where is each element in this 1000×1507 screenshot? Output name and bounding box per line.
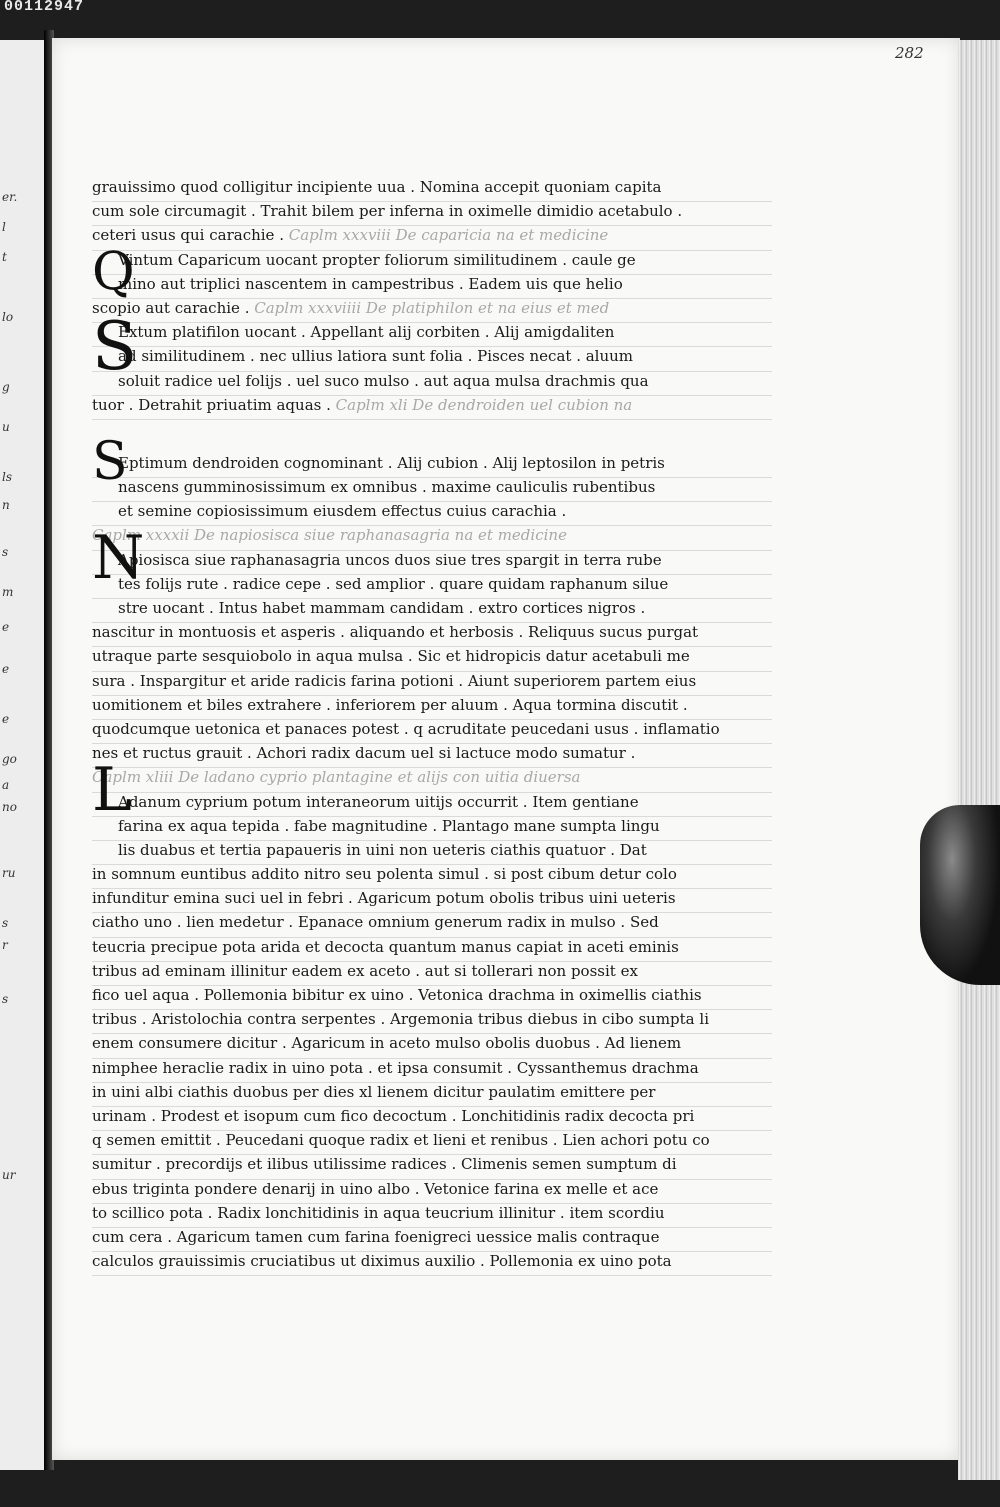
text-line: Apiosisca siue raphanasagria uncos duos siue tres spargit in terra rube [92,551,772,575]
text-line: nascitur in montuosis et asperis . aliquando et herbosis . Reliquus sucus purgat [92,623,772,647]
text-line [92,396,772,420]
text-line: Eptimum dendroiden cognominant . Alij cubion . Alij leptosilon in petris [92,454,772,478]
text-line: Adanum cyprium potum interaneorum uitijs occurrit . Item gentiane [92,793,772,817]
text-line: ebus triginta pondere denarij in uino albo . Vetonice farina ex melle et ace [92,1180,772,1204]
page-stack-edge [958,40,1000,1480]
left-page-edge [0,40,47,1470]
manuscript-text-block [92,178,772,1276]
margin-fragment: ru [2,866,16,880]
text-line: in uini albi ciathis duobus per dies xl lienem dicitur paulatim emittere per [92,1083,772,1107]
line-text: scopio aut carachie . [92,298,250,317]
text-line: quodcumque uetonica et panaces potest . q acruditate peucedani usus . inflamatio [92,720,772,744]
margin-fragment: l [2,220,6,234]
text-line [92,526,772,550]
text-line: urinam . Prodest et isopum cum fico decoctum . Lonchitidinis radix decocta pri [92,1107,772,1131]
text-line: in somnum euntibus addito nitro seu polenta simul . si post cibum detur colo [92,865,772,889]
initial-capital: N [92,523,145,593]
holding-thumb [920,805,1000,985]
margin-fragment: no [2,800,17,814]
text-line: nascens gumminosissimum ex omnibus . maxime cauliculis rubentibus [92,478,772,502]
text-line: soluit radice uel folijs . uel suco mulso . aut aqua mulsa drachmis qua [92,372,772,396]
line-text: ceteri usus qui carachie . [92,226,284,245]
initial-capital: L [92,755,132,825]
text-line: fico uel aqua . Pollemonia bibitur ex uino . Vetonica drachma in oximellis ciathis [92,986,772,1010]
margin-fragment: t [2,250,7,264]
margin-fragment: s [2,916,9,930]
margin-fragment: lo [2,310,14,324]
text-line: mino aut triplici nascentem in campestribus . Eadem uis que helio [92,275,772,299]
margin-fragment: r [2,938,8,952]
margin-fragment: s [2,992,9,1006]
text-line: cum cera . Agaricum tamen cum farina foenigreci uessice malis contraque [92,1228,772,1252]
text-line: calculos grauissimis cruciatibus ut diximus auxilio . Pollemonia ex uino pota [92,1252,772,1276]
text-line: ad similitudinem . nec ullius latiora sunt folia . Pisces necat . aluum [92,347,772,371]
margin-fragment: e [2,712,10,726]
text-line: q semen emittit . Peucedani quoque radix et lieni et renibus . Lien achori potu co [92,1131,772,1155]
text-line: enem consumere dicitur . Agaricum in aceto mulso obolis duobus . Ad lienem [92,1034,772,1058]
margin-fragment: u [2,420,10,434]
margin-fragment: g [2,380,10,394]
text-line: grauissimo quod colligitur incipiente uua . Nomina accepit quoniam capita [92,178,772,202]
text-line [92,299,772,323]
text-line: ciatho uno . lien medetur . Epanace omnium generum radix in mulso . Sed [92,913,772,937]
text-line: lis duabus et tertia papaueris in uini non ueteris ciathis quatuor . Dat [92,841,772,865]
text-line: Vintum Caparicum uocant propter foliorum similitudinem . caule ge [92,251,772,275]
text-line: farina ex aqua tepida . fabe magnitudine . Plantago mane sumpta lingu [92,817,772,841]
corner-label: 00112947 [0,0,154,14]
initial-capital: S [92,308,138,385]
text-line: tribus . Aristolochia contra serpentes . Argemonia tribus diebus in cibo sumpta li [92,1010,772,1034]
text-line [92,226,772,250]
rubric-heading: Caplm xxxviii De caparicia na et medicine [288,226,609,245]
text-line: stre uocant . Intus habet mammam candidam . extro cortices nigros . [92,599,772,623]
rubric-heading: Caplm xli De dendroiden uel cubion na [335,395,633,414]
margin-fragment: s [2,545,9,559]
text-line: cum sole circumagit . Trahit bilem per inferna in oximelle dimidio acetabulo . [92,202,772,226]
margin-fragment: ls [2,470,12,484]
text-line: nimphee heraclie radix in uino pota . et ipsa consumit . Cyssanthemus drachma [92,1059,772,1083]
line-text: tuor . Detrahit priuatim aquas . [92,395,331,414]
folio-number: 282 [895,44,924,62]
margin-fragment: e [2,620,10,634]
rubric-heading: Caplm xxxxii De napiosisca siue raphanasagria na et medicine [92,526,567,545]
text-line: infunditur emina suci uel in febri . Agaricum potum obolis tribus uini ueteris [92,889,772,913]
margin-fragment: e [2,662,10,676]
margin-fragment: n [2,498,10,512]
blank-line [92,420,772,454]
text-line: to scillico pota . Radix lonchitidinis in aqua teucrium illinitur . item scordiu [92,1204,772,1228]
initial-capital: Q [92,242,135,302]
initial-capital: S [92,432,128,492]
text-line [92,768,772,792]
rubric-heading: Caplm xliii De ladano cyprio plantagine et alijs con uitia diuersa [92,768,581,787]
text-line: tes folijs rute . radice cepe . sed amplior . quare quidam raphanum silue [92,575,772,599]
margin-fragment: m [2,585,14,599]
text-line: teucria precipue pota arida et decocta quantum manus capiat in aceti eminis [92,938,772,962]
rubric-heading: Caplm xxxviiii De platiphilon et na eius et med [254,298,610,317]
margin-fragment: ur [2,1168,16,1182]
text-line: tribus ad eminam illinitur eadem ex aceto . aut si tollerari non possit ex [92,962,772,986]
text-line: et semine copiosissimum eiusdem effectus cuius carachia . [92,502,772,526]
text-line: utraque parte sesquiobolo in aqua mulsa . Sic et hidropicis datur acetabuli me [92,647,772,671]
text-line: sumitur . precordijs et ilibus utilissime radices . Climenis semen sumptum di [92,1155,772,1179]
margin-fragment: er. [2,190,18,204]
text-line: nes et ructus grauit . Achori radix dacum uel si lactuce modo sumatur . [92,744,772,768]
text-line: Extum platifilon uocant . Appellant alij corbiten . Alij amigdaliten [92,323,772,347]
text-line: sura . Inspargitur et aride radicis farina potioni . Aiunt superiorem partem eius [92,672,772,696]
text-line: uomitionem et biles extrahere . inferiorem per aluum . Aqua tormina discutit . [92,696,772,720]
margin-fragment: a [2,778,10,792]
margin-fragment: go [2,752,17,766]
